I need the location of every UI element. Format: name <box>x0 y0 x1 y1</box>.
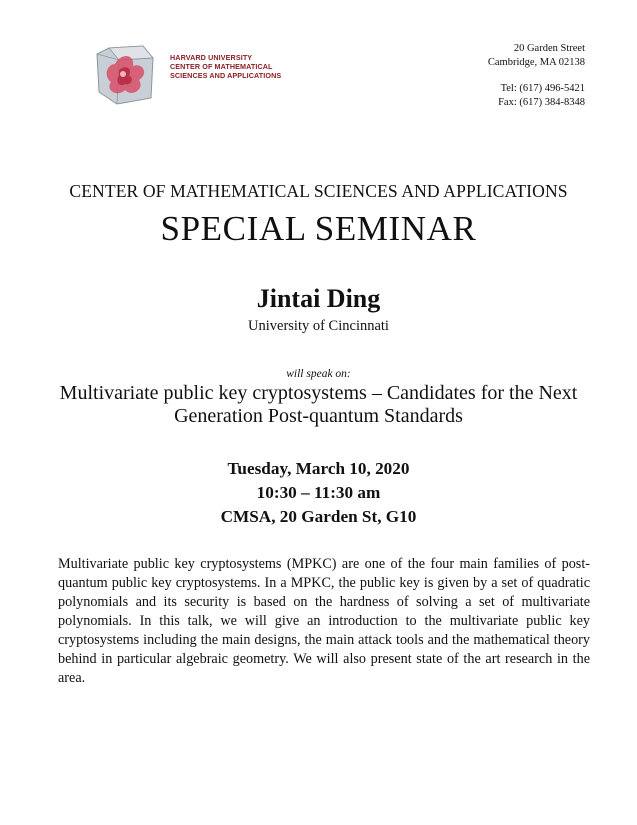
fax-number: Fax: (617) 384-8348 <box>498 97 585 108</box>
speaker-name: Jintai Ding <box>256 284 381 313</box>
event-details <box>0 457 637 529</box>
logo-line-sciences: SCIENCES AND APPLICATIONS <box>170 71 282 80</box>
talk-title-line-1: Multivariate public key cryptosystems – Candidates for the Next <box>59 382 578 404</box>
speaker-affiliation: University of Cincinnati <box>248 318 389 334</box>
cmsa-logo-icon <box>95 44 155 106</box>
event-time: 10:30 – 11:30 am <box>256 483 381 502</box>
abstract-paragraph: Multivariate public key cryptosystems (MPKC) are one of the four main families of post-quantum public key cryptosystems. In a MPKC, the public key is given by a set of quadratic polynomials and its security is based on the hardness of solving a set of multivariate polynomials. In this talk, we will give an introduction to the multivariate public key cryptosystems including the main designs, the main attack tools and the mathematical theory behind in particular algebraic geometry. We will also present state of the art research in the area. <box>58 556 590 686</box>
logo-line-center: CENTER OF MATHEMATICAL <box>170 62 273 71</box>
street-address: 20 Garden Street <box>513 43 585 54</box>
talk-title-line-2: Generation Post-quantum Standards <box>174 405 463 427</box>
talk-title <box>0 382 637 428</box>
event-date: Tuesday, March 10, 2020 <box>227 459 410 478</box>
address-block <box>488 42 585 110</box>
event-location: CMSA, 20 Garden St, G10 <box>220 507 417 526</box>
address-spacer <box>488 70 585 82</box>
phone-number: Tel: (617) 496-5421 <box>500 83 585 94</box>
talk-intro: will speak on: <box>286 368 351 380</box>
cmsa-logo <box>95 44 155 106</box>
logo-text <box>170 53 281 80</box>
organization-heading: CENTER OF MATHEMATICAL SCIENCES AND APPLICATIONS <box>69 181 568 201</box>
city-address: Cambridge, MA 02138 <box>487 57 585 68</box>
logo-line-university: HARVARD UNIVERSITY <box>170 53 253 62</box>
event-type-heading: SPECIAL SEMINAR <box>160 209 477 248</box>
